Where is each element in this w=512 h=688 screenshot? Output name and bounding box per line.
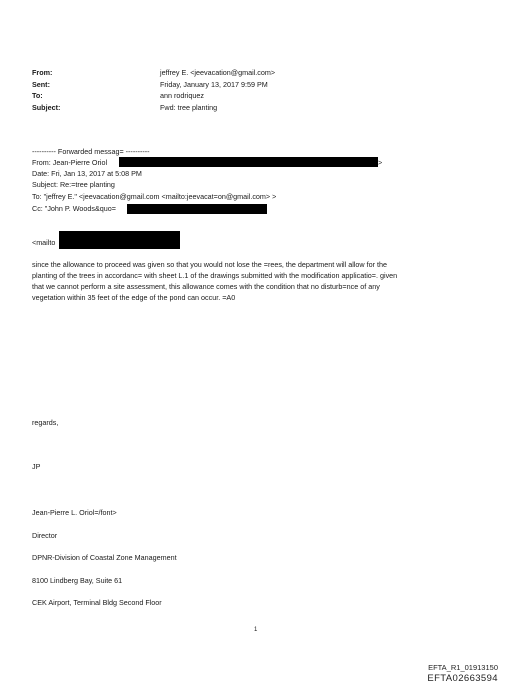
forwarded-date: Date: Fri, Jan 13, 2017 at 5:08 PM <box>32 169 142 178</box>
page-number: 1 <box>254 627 258 633</box>
forwarded-to: To: "jeffrey E." <jeevacation@gmail.com <mailto:jeevacat=on@gmail.com> > <box>32 192 277 201</box>
body-line-4: vegetation within 35 feet of the edge of the pond can occur. =A0 <box>32 293 236 302</box>
subject-label: Subject: <box>32 103 61 112</box>
forwarded-cc: Cc: "John P. Woods&quo= <box>32 204 116 213</box>
signature-address-1: 8100 Lindberg Bay, Suite 61 <box>32 576 123 585</box>
from-value: jeffrey E. <jeevacation@gmail.com> <box>160 68 276 77</box>
redaction-bar <box>127 204 267 214</box>
from-label: From: <box>32 68 53 77</box>
mailto-text: <mailto <box>32 238 56 247</box>
forwarded-separator: ---------- Forwarded messag= ---------- <box>32 147 150 156</box>
initials-text: JP <box>32 462 41 471</box>
body-line-2: planting of the trees in accordanc= with sheet L.1 of the drawings submitted with the modification applicatio=. given <box>32 271 398 280</box>
subject-value: Fwd: tree planting <box>160 103 218 112</box>
forwarded-from: From: Jean-Pierre Oriol <box>32 158 108 167</box>
sent-label: Sent: <box>32 80 50 89</box>
regards-text: regards, <box>32 418 59 427</box>
signature-division: DPNR-Division of Coastal Zone Management <box>32 553 177 562</box>
body-line-1: since the allowance to proceed was given so that you would not lose the =rees, the department will allow for the <box>32 260 387 269</box>
signature-name: Jean-Pierre L. Oriol=/font> <box>32 508 117 517</box>
footer-id-secondary: EFTA02663594 <box>427 673 498 684</box>
redaction-bar <box>59 231 180 249</box>
forwarded-subject: Subject: Re:=tree planting <box>32 180 115 189</box>
signature-title: Director <box>32 531 58 540</box>
redaction-bar <box>119 157 378 167</box>
forwarded-from-tail: > <box>378 158 383 167</box>
to-label: To: <box>32 91 43 100</box>
footer-id-primary: EFTA_R1_01913150 <box>428 663 498 672</box>
to-value: ann rodriquez <box>160 91 204 100</box>
sent-value: Friday, January 13, 2017 9:59 PM <box>160 80 268 89</box>
body-line-3: that we cannot perform a site assessment, this allowance comes with the condition that no disturb=nce of any <box>32 282 380 291</box>
signature-address-2: CEK Airport, Terminal Bldg Second Floor <box>32 598 162 607</box>
